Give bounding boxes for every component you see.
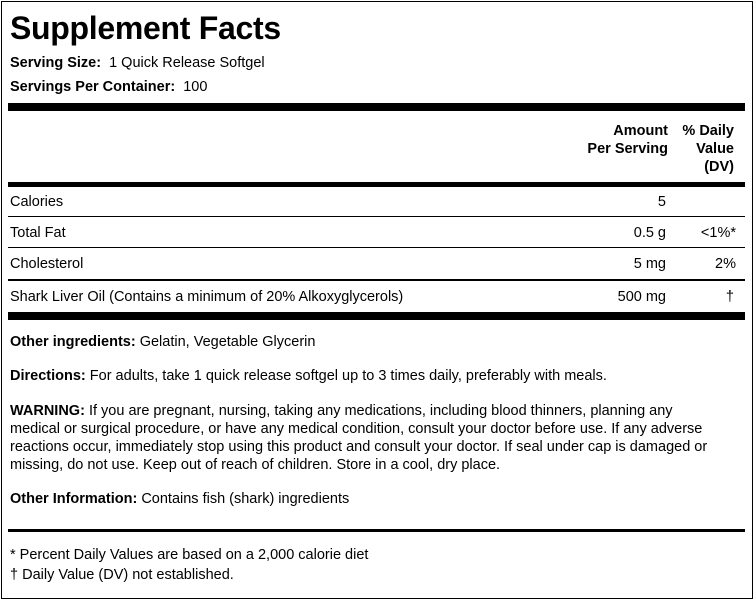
nutrient-name: Cholesterol <box>10 256 84 272</box>
row-divider <box>8 247 745 248</box>
serving-size-value: 1 Quick Release Softgel <box>109 55 265 71</box>
warning-line: reactions occur, immediately stop using this product and consult your doctor. If seal under cap is damaged or <box>10 439 708 455</box>
daily-value-header <box>670 122 734 176</box>
footnote-dv-not-established: † Daily Value (DV) not established. <box>10 567 234 583</box>
footnote-daily-values: * Percent Daily Values are based on a 2,000 calorie diet <box>10 547 369 563</box>
nutrient-amount: 0.5 g <box>633 225 666 241</box>
ingredient-amount: 500 mg <box>617 289 666 305</box>
nutrient-amount: 5 mg <box>633 256 666 272</box>
ingredient-name: Shark Liver Oil (Contains a minimum of 20% Alkoxyglycerols) <box>10 289 404 305</box>
warning-line: If you are pregnant, nursing, taking any medications, including blood thinners, planning any <box>88 403 673 419</box>
footnote-divider <box>8 529 745 532</box>
other-information-text: Contains fish (shark) ingredients <box>141 491 350 507</box>
dv-header-line3: (DV) <box>704 159 734 175</box>
nutrient-name: Calories <box>10 194 64 210</box>
thick-divider-top <box>8 103 745 111</box>
servings-per-container-value: 100 <box>183 79 208 95</box>
other-information <box>10 490 740 508</box>
other-ingredients-label: Other ingredients: <box>10 334 136 350</box>
serving-size-label: Serving Size: <box>10 55 102 71</box>
directions-text: For adults, take 1 quick release softgel up to 3 times daily, preferably with meals. <box>89 368 607 384</box>
servings-per-container-label: Servings Per Container: <box>10 79 176 95</box>
serving-size <box>10 54 265 72</box>
warning-line: medical or surgical procedure, or have any medical condition, consult your doctor before use. If any adverse <box>10 421 703 437</box>
warning <box>10 402 740 474</box>
other-ingredients <box>10 333 740 351</box>
other-ingredients-text: Gelatin, Vegetable Glycerin <box>139 334 316 350</box>
dv-header-line2: Value <box>696 141 734 157</box>
directions-label: Directions: <box>10 368 86 384</box>
warning-label: WARNING: <box>10 403 85 419</box>
amount-per-serving-header <box>560 122 668 158</box>
other-information-label: Other Information: <box>10 491 138 507</box>
dv-header-line1: % Daily <box>682 123 734 139</box>
servings-per-container <box>10 78 207 96</box>
ingredient-dv: † <box>725 289 734 305</box>
header-divider <box>8 182 745 187</box>
amount-header-line2: Per Serving <box>587 141 668 157</box>
amount-header-line1: Amount <box>613 123 668 139</box>
nutrient-name: Total Fat <box>10 225 66 241</box>
row-divider <box>8 216 745 217</box>
directions <box>10 367 740 385</box>
panel-title: Supplement Facts <box>10 10 281 46</box>
nutrient-dv: <1%* <box>700 225 736 241</box>
warning-line: missing, do not use. Keep out of reach of children. Store in a cool, dry place. <box>10 457 501 473</box>
nutrient-dv: 2% <box>715 256 736 272</box>
nutrient-amount: 5 <box>657 194 666 210</box>
row-divider <box>8 279 745 281</box>
thick-divider-bottom <box>8 312 745 320</box>
